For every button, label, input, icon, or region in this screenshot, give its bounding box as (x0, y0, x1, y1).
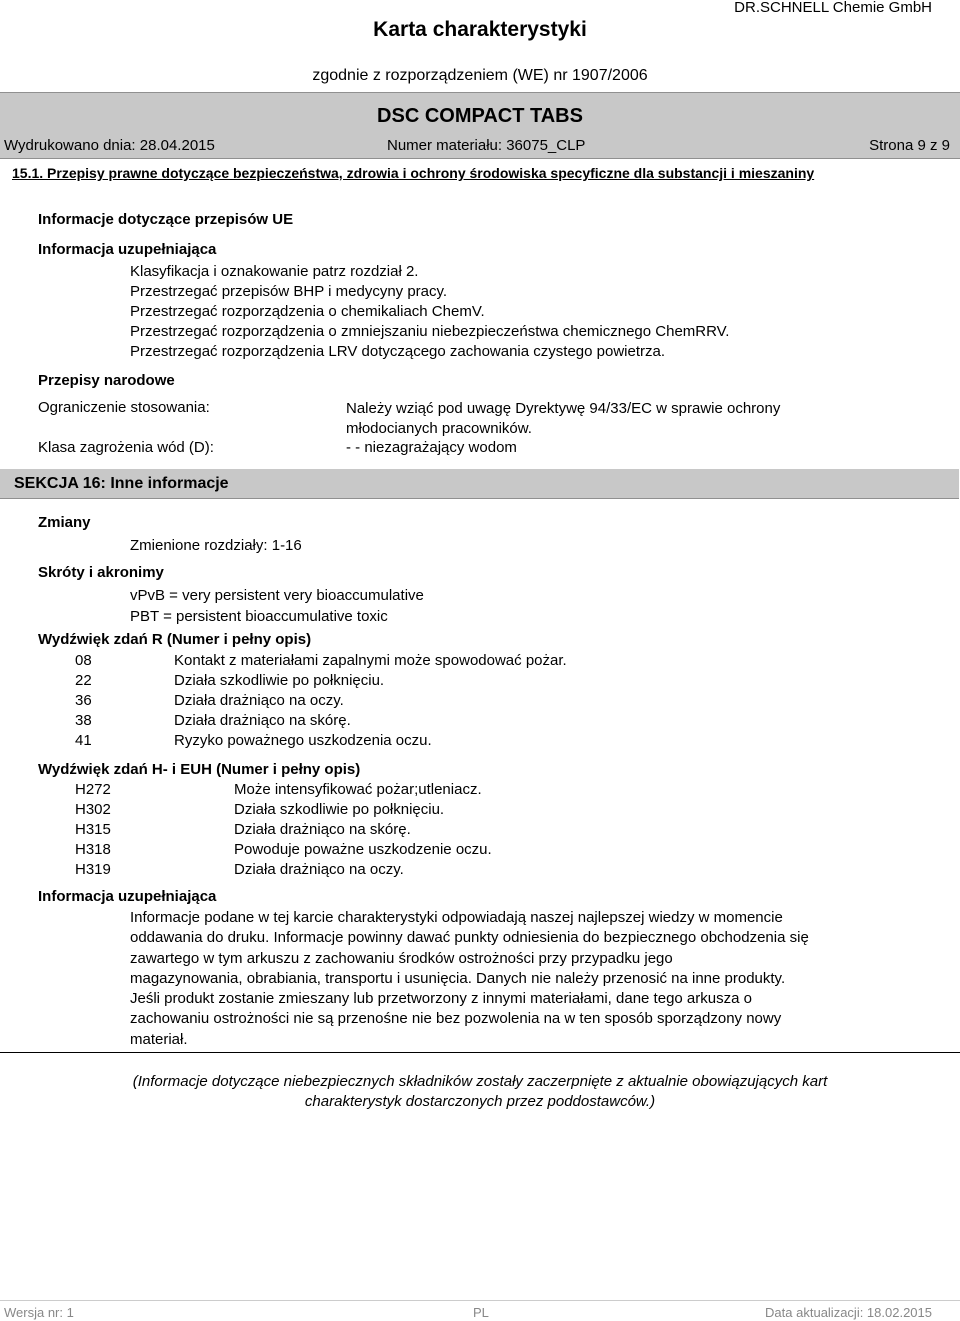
list-item: Przestrzegać rozporządzenia LRV dotyczącego zachowania czystego powietrza. (130, 343, 666, 360)
table-row (75, 800, 492, 820)
phrase-text: Może intensyfikować pożar;utleniacz. (234, 781, 482, 798)
changes-heading: Zmiany (38, 514, 91, 531)
paragraph-line: zawartego w tym arkuszu z zachowaniu środków ostrożności przy przypadku jego (130, 949, 673, 967)
material-number: Numer materiału: 36075_CLP (387, 137, 586, 154)
phrase-code: H318 (75, 841, 111, 858)
paragraph-line: magazynowania, obrabiania, transportu i usunięcia. Danych nie należy przenosić na inne produkty. (130, 969, 786, 987)
table-row (75, 860, 492, 880)
eu-regulations-heading: Informacje dotyczące przepisów UE (38, 211, 294, 228)
version-number: Wersja nr: 1 (4, 1305, 74, 1320)
list-item: Przestrzegać rozporządzenia o zmniejszaniu niebezpieczeństwa chemicznego ChemRRV. (130, 323, 730, 340)
table-row (75, 731, 567, 751)
regulation-subtitle: zgodnie z rozporządzeniem (WE) nr 1907/2006 (312, 67, 648, 84)
table-row (75, 820, 492, 840)
table-row (75, 671, 567, 691)
additional-info-paragraph (130, 908, 809, 1050)
list-item: vPvB = very persistent very bioaccumulative (130, 587, 424, 604)
section-16-title: SEKCJA 16: Inne informacje (14, 475, 229, 492)
phrase-code: H272 (75, 781, 111, 798)
water-hazard-value: - - niezagrażający wodom (346, 439, 517, 456)
r-phrases-heading: Wydźwięk zdań R (Numer i pełny opis) (38, 631, 312, 648)
table-row (75, 840, 492, 860)
additional-info-list (130, 262, 729, 362)
note-line: charakterystyk dostarczonych przez poddostawców.) (304, 1093, 656, 1110)
phrase-text: Działa drażniąco na skórę. (234, 821, 411, 838)
phrase-code: 36 (75, 692, 92, 709)
phrase-code: H315 (75, 821, 111, 838)
phrase-code: H319 (75, 861, 111, 878)
phrase-text: Działa drażniąco na oczy. (234, 861, 404, 878)
additional-info-heading-16: Informacja uzupełniająca (38, 888, 217, 905)
phrase-code: H302 (75, 801, 111, 818)
phrase-code: 08 (75, 652, 92, 669)
phrase-text: Kontakt z materiałami zapalnymi może spowodować pożar. (174, 652, 567, 669)
divider (0, 1052, 960, 1053)
table-row (75, 711, 567, 731)
abbreviations-list (130, 585, 424, 627)
restriction-value-line: młodocianych pracowników. (346, 420, 532, 437)
list-item: Przestrzegać rozporządzenia o chemikaliach ChemV. (130, 303, 485, 320)
water-hazard-label: Klasa zagrożenia wód (D): (38, 439, 214, 456)
note-line: (Informacje dotyczące niebezpiecznych składników zostały zaczerpnięte z aktualnie obowiązujących kart (132, 1073, 828, 1090)
restriction-value (346, 399, 780, 439)
paragraph-line: zachowaniu ostrożności nie są przenośne nie bez pozwolenia na w ten sposób sporządzony nowy (130, 1010, 782, 1028)
national-regulations-heading: Przepisy narodowe (38, 372, 175, 389)
r-phrases-table (75, 651, 567, 751)
changes-value: Zmienione rozdziały: 1-16 (130, 537, 302, 554)
page-number: Strona 9 z 9 (869, 137, 950, 154)
paragraph-line: Jeśli produkt zostanie zmieszany lub przetworzony z innymi materiałami, dane tego arkusza o (130, 990, 752, 1008)
phrase-text: Ryzyko poważnego uszkodzenia oczu. (174, 732, 432, 749)
restriction-value-line: Należy wziąć pod uwagę Dyrektywę 94/33/EC w sprawie ochrony (346, 400, 781, 417)
table-row (75, 651, 567, 671)
language-code: PL (473, 1305, 489, 1320)
h-phrases-heading: Wydźwięk zdań H- i EUH (Numer i pełny opis) (38, 761, 361, 778)
paragraph-line: Informacje podane w tej karcie charakterystyki odpowiadają naszej najlepszej wiedzy w momencie (130, 909, 783, 926)
printed-date: Wydrukowano dnia: 28.04.2015 (4, 137, 215, 154)
subsection-title: 15.1. Przepisy prawne dotyczące bezpieczeństwa, zdrowia i ochrony środowiska specyficzne dla substancji i mieszaniny (12, 165, 815, 181)
phrase-text: Działa szkodliwie po połknięciu. (174, 672, 385, 689)
phrase-text: Działa drażniąco na oczy. (174, 692, 344, 709)
restriction-label: Ograniczenie stosowania: (38, 399, 210, 416)
update-date: Data aktualizacji: 18.02.2015 (765, 1305, 932, 1320)
phrase-text: Działa szkodliwie po połknięciu. (234, 801, 445, 818)
phrase-text: Powoduje poważne uszkodzenie oczu. (234, 841, 492, 858)
phrase-code: 41 (75, 732, 92, 749)
phrase-code: 38 (75, 712, 92, 729)
paragraph-line: oddawania do druku. Informacje powinny dawać punkty odniesienia do bezpiecznego obchodzenia się (130, 929, 809, 947)
table-row (75, 691, 567, 711)
company-name: DR.SCHNELL Chemie GmbH (734, 0, 932, 16)
table-row (75, 780, 492, 800)
phrase-code: 22 (75, 672, 92, 689)
paragraph-line: materiał. (130, 1030, 188, 1048)
list-item: Przestrzegać przepisów BHP i medycyny pracy. (130, 283, 448, 300)
h-phrases-table (75, 780, 492, 880)
abbreviations-heading: Skróty i akronimy (38, 564, 164, 581)
document-title: Karta charakterystyki (373, 18, 587, 41)
additional-info-heading: Informacja uzupełniająca (38, 241, 217, 258)
product-name: DSC COMPACT TABS (377, 105, 583, 127)
source-note (0, 1072, 960, 1112)
footer-divider (0, 1300, 960, 1301)
list-item: PBT = persistent bioaccumulative toxic (130, 608, 388, 625)
list-item: Klasyfikacja i oznakowanie patrz rozdział 2. (130, 263, 419, 280)
phrase-text: Działa drażniąco na skórę. (174, 712, 351, 729)
